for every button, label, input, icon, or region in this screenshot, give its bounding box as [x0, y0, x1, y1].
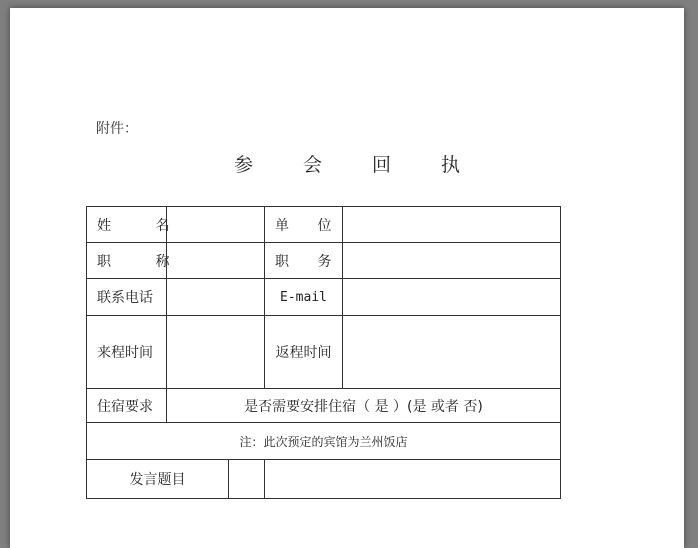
lodging-field[interactable]: 是否需要安排住宿（ 是 ）(是 或者 否): [167, 389, 561, 423]
position-field[interactable]: [343, 243, 561, 279]
table-row: [87, 279, 561, 316]
return-time-field[interactable]: [343, 316, 561, 389]
table-row: [87, 389, 561, 423]
title-label: 职 称: [87, 243, 167, 279]
name-label: 姓 名: [87, 207, 167, 243]
unit-label: 单 位: [265, 207, 343, 243]
email-field[interactable]: [343, 279, 561, 316]
attachment-label: 附件：: [96, 121, 138, 137]
phone-label: 联系电话: [87, 279, 167, 316]
return-time-label: 返程时间: [265, 316, 343, 389]
page-title: 参 会 回 执: [233, 154, 483, 176]
hotel-note: 注：此次预定的宾馆为兰州饭店: [87, 423, 561, 460]
phone-field[interactable]: [167, 279, 265, 316]
arrival-time-field[interactable]: [167, 316, 265, 389]
topic-field-left[interactable]: [229, 460, 264, 498]
topic-label: 发言题目: [87, 460, 229, 498]
arrival-time-label: 来程时间: [87, 316, 167, 389]
document-page: [10, 8, 684, 548]
position-label: 职 务: [265, 243, 343, 279]
table-row: [87, 316, 561, 389]
table-row: [87, 460, 561, 499]
email-label: E-mail: [265, 279, 343, 316]
unit-field[interactable]: [343, 207, 561, 243]
table-row: [87, 243, 561, 279]
lodging-label: 住宿要求: [87, 389, 167, 423]
table-row: [87, 207, 561, 243]
topic-field[interactable]: [265, 460, 561, 499]
topic-row: [87, 460, 265, 499]
registration-form-table: [86, 206, 561, 499]
table-row: [87, 423, 561, 460]
